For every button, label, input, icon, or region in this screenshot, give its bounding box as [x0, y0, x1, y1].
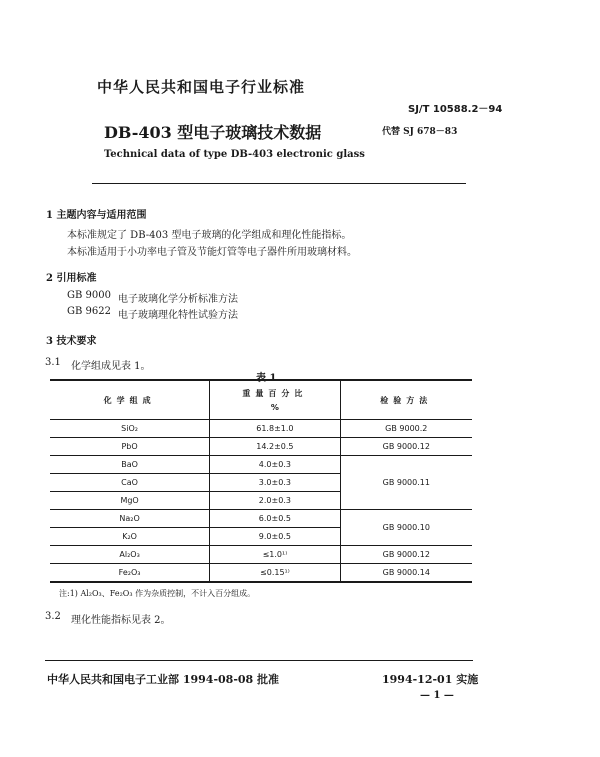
table-row [50, 456, 472, 474]
reference-title: 电子玻璃化学分析标准方法 [118, 294, 238, 305]
cell-percent: ≤0.15¹⁾ [210, 564, 340, 583]
cell-percent: ≤1.0¹⁾ [210, 546, 340, 564]
subsection-3-2-number: 3.2 [45, 611, 61, 622]
footer-divider [45, 660, 473, 661]
section-2-heading: 2 引用标准 [46, 273, 97, 284]
english-title: Technical data of type DB-403 electronic glass [104, 149, 365, 160]
cell-percent: 9.0±0.5 [210, 528, 340, 546]
cell-composition: CaO [50, 474, 210, 492]
section-1-heading: 1 主题内容与适用范围 [46, 210, 147, 221]
reference-title: 电子玻璃理化特性试验方法 [118, 310, 238, 321]
table-header-row [50, 380, 472, 420]
subsection-3-1-number: 3.1 [45, 357, 61, 368]
table-row [50, 420, 472, 438]
header-method: 检验方法 [340, 380, 472, 420]
approval-line: 中华人民共和国电子工业部 1994-08-08 批准 [47, 673, 280, 686]
cell-composition: BaO [50, 456, 210, 474]
cell-method: GB 9000.12 [340, 438, 472, 456]
cell-method: GB 9000.12 [340, 546, 472, 564]
header-percent: 重量百分比 % [210, 380, 340, 420]
cell-method: GB 9000.10 [340, 510, 472, 546]
section-1-paragraph-1: 本标准规定了 DB-403 型电子玻璃的化学组成和理化性能指标。 [67, 230, 352, 241]
page-number: — 1 — [420, 690, 454, 701]
cell-composition: PbO [50, 438, 210, 456]
cell-method: GB 9000.14 [340, 564, 472, 583]
cell-method: GB 9000.11 [340, 456, 472, 510]
cell-percent: 61.8±1.0 [210, 420, 340, 438]
cell-percent: 6.0±0.5 [210, 510, 340, 528]
cell-composition: Na₂O [50, 510, 210, 528]
header-percent-unit: % [270, 403, 279, 412]
section-1-paragraph-2: 本标准适用于小功率电子管及节能灯管等电子器件所用玻璃材料。 [67, 247, 357, 258]
cell-method: GB 9000.2 [340, 420, 472, 438]
reference-code: GB 9000 [67, 290, 111, 301]
header-divider [92, 183, 466, 184]
subsection-3-1-text: 化学组成见表 1。 [71, 361, 151, 372]
table-row [50, 438, 472, 456]
document-title: DB-403 型电子玻璃技术数据 [104, 123, 322, 142]
implementation-date: 1994-12-01 实施 [382, 673, 479, 686]
table-row [50, 564, 472, 583]
chemical-composition-table [50, 379, 472, 583]
cell-composition: Al₂O₃ [50, 546, 210, 564]
issuing-organization: 中华人民共和国电子行业标准 [97, 78, 306, 96]
cell-percent: 3.0±0.3 [210, 474, 340, 492]
table-row [50, 546, 472, 564]
subsection-3-2-text: 理化性能指标见表 2。 [71, 615, 171, 626]
cell-composition: MgO [50, 492, 210, 510]
table-row [50, 510, 472, 528]
cell-percent: 14.2±0.5 [210, 438, 340, 456]
replaces-standard: 代替 SJ 678－83 [382, 127, 458, 137]
table-footnote: 注:1) Al₂O₃、Fe₂O₃ 作为杂质控制，不计入百分组成。 [59, 589, 256, 598]
header-composition: 化学组成 [50, 380, 210, 420]
cell-percent: 2.0±0.3 [210, 492, 340, 510]
standard-number: SJ/T 10588.2－94 [408, 104, 503, 115]
section-3-heading: 3 技术要求 [46, 336, 97, 347]
cell-percent: 4.0±0.3 [210, 456, 340, 474]
reference-code: GB 9622 [67, 306, 111, 317]
cell-composition: Fe₂O₃ [50, 564, 210, 583]
cell-composition: K₂O [50, 528, 210, 546]
cell-composition: SiO₂ [50, 420, 210, 438]
table-caption: 表 1 [256, 373, 277, 384]
